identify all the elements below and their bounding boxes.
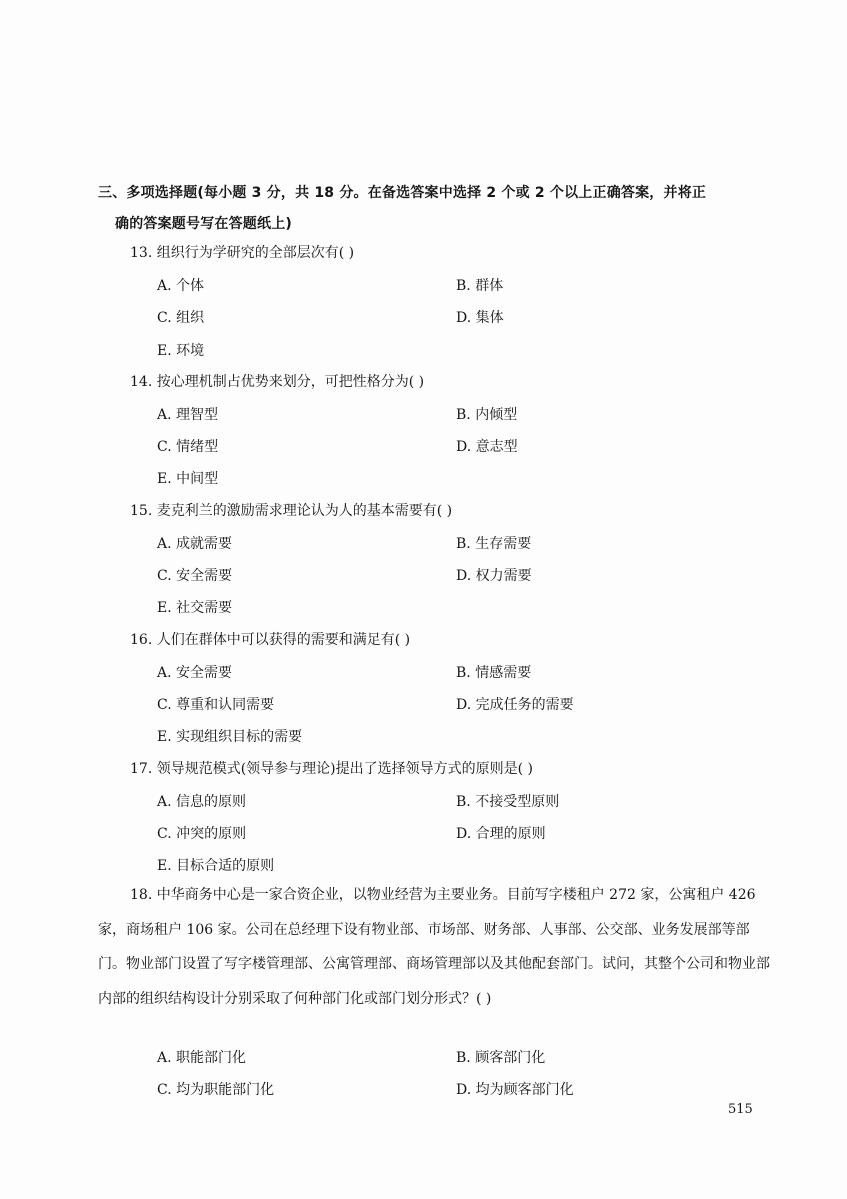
question-14-option-b: B. 内倾型 (456, 407, 518, 423)
question-15-option-c: C. 安全需要 (157, 568, 233, 584)
page-number: 515 (728, 1102, 753, 1117)
question-16-option-b: B. 情感需要 (456, 665, 532, 681)
question-18-option-b: B. 顾客部门化 (456, 1050, 546, 1066)
question-16-option-d: D. 完成任务的需要 (456, 697, 574, 713)
question-14-stem: 14. 按心理机制占优势来划分，可把性格分为( ) (130, 374, 425, 390)
question-14-option-d: D. 意志型 (456, 439, 518, 455)
question-16-option-c: C. 尊重和认同需要 (157, 697, 275, 713)
question-17-option-c: C. 冲突的原则 (157, 826, 247, 842)
section-heading-line2: 确的答案题号写在答题纸上) (115, 216, 292, 232)
question-18-stem: 18. 中华商务中心是一家合资企业，以物业经营为主要业务。目前写字楼租户 272 家，公寓租户 426 家，商场租户 106 家。公司在总经理下设有物业部、市场部、财务部、人事部、公交部、业务发展部等部门。物业部门设置了写字楼管理部、公寓管理部、商场管理部以及其他配套部门。试问，其整个公司和物业部内部的组织结构设计分别采取了何种部门化或部门划分形式？( ) (98, 887, 770, 1007)
question-17-option-e: E. 目标合适的原则 (157, 858, 275, 874)
question-15-option-a: A. 成就需要 (157, 536, 233, 552)
question-14-option-c: C. 情绪型 (157, 439, 219, 455)
question-18-option-c: C. 均为职能部门化 (157, 1082, 275, 1098)
question-15-option-d: D. 权力需要 (456, 568, 532, 584)
question-14-option-e: E. 中间型 (157, 471, 219, 487)
question-15-option-b: B. 生存需要 (456, 536, 532, 552)
question-16-option-e: E. 实现组织目标的需要 (157, 729, 303, 745)
question-17-option-d: D. 合理的原则 (456, 826, 546, 842)
question-17-option-b: B. 不接受型原则 (456, 794, 560, 810)
question-13-option-e: E. 环境 (157, 343, 205, 359)
question-13-stem: 13. 组织行为学研究的全部层次有( ) (130, 245, 355, 261)
question-13-option-a: A. 个体 (157, 278, 205, 294)
question-16-option-a: A. 安全需要 (157, 665, 233, 681)
question-18-option-d: D. 均为顾客部门化 (456, 1082, 574, 1098)
question-13-option-b: B. 群体 (456, 278, 504, 294)
question-17-option-a: A. 信息的原则 (157, 794, 247, 810)
question-18-option-a: A. 职能部门化 (157, 1050, 247, 1066)
question-13-option-d: D. 集体 (456, 310, 504, 326)
question-17-stem: 17. 领导规范模式(领导参与理论)提出了选择领导方式的原则是( ) (130, 761, 534, 777)
section-heading (98, 178, 788, 240)
question-13-option-c: C. 组织 (157, 310, 205, 326)
section-heading-line1: 三、多项选择题(每小题 3 分，共 18 分。在备选答案中选择 2 个或 2 个以上正确答案，并将正 (98, 185, 707, 201)
question-16-stem: 16. 人们在群体中可以获得的需要和满足有( ) (130, 632, 411, 648)
question-15-stem: 15. 麦克利兰的激励需求理论认为人的基本需要有( ) (130, 503, 453, 519)
question-14-option-a: A. 理智型 (157, 407, 219, 423)
question-15-option-e: E. 社交需要 (157, 600, 233, 616)
